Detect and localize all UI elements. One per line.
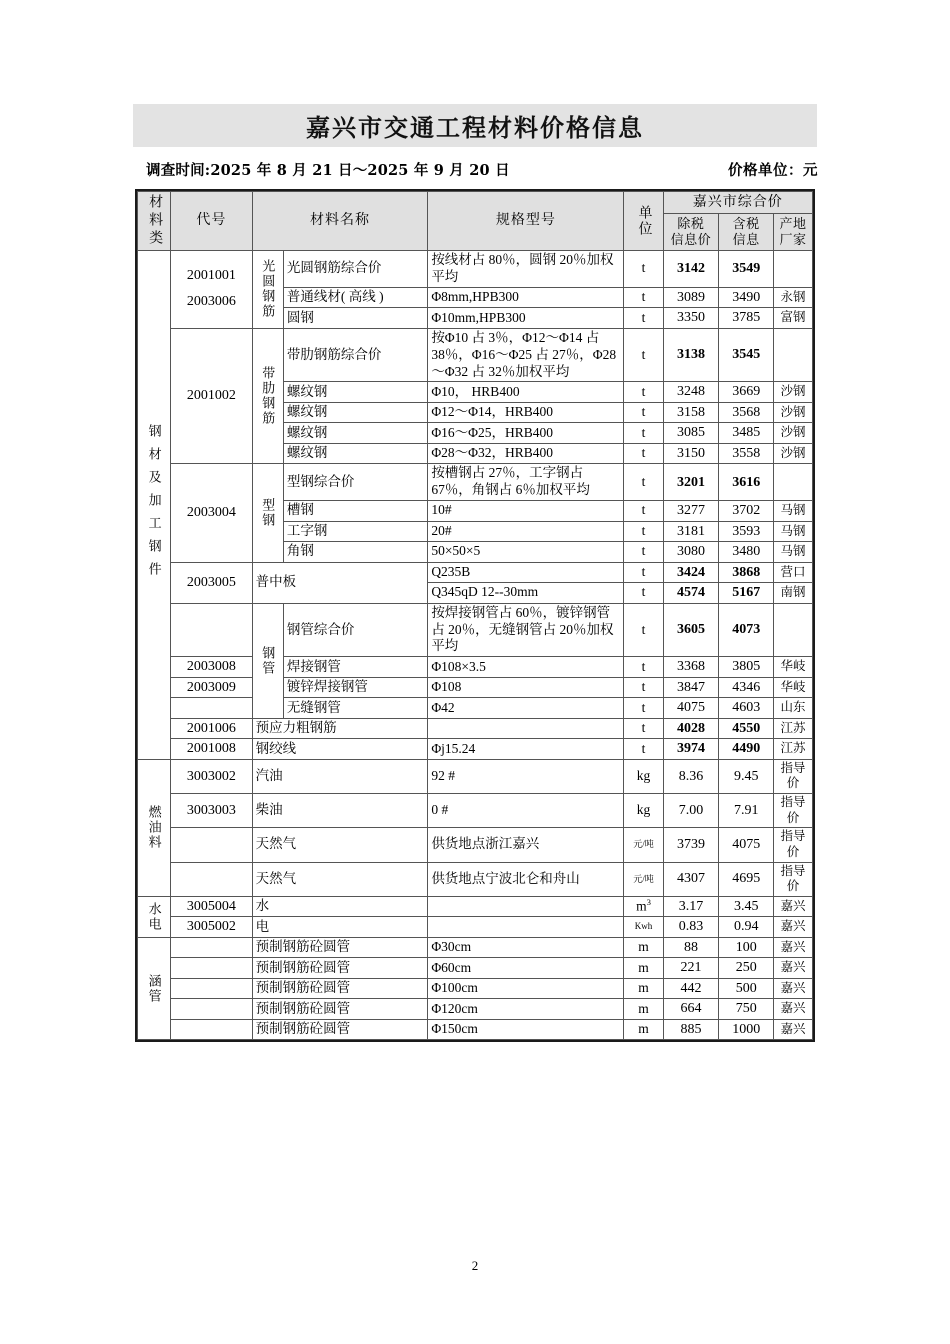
material-name: 焊接钢管 xyxy=(283,657,427,678)
material-spec xyxy=(428,917,624,938)
table-row xyxy=(138,251,813,288)
page-title: 嘉兴市交通工程材料价格信息 xyxy=(306,113,644,142)
code-cell xyxy=(171,958,252,979)
material-name: 预制钢筋砼圆管 xyxy=(252,1019,428,1040)
material-unit: t xyxy=(624,698,663,719)
origin-factory: 富钢 xyxy=(774,308,813,329)
material-unit: t xyxy=(624,657,663,678)
price-unit-label: 价格单位：元 xyxy=(728,162,818,179)
origin-factory: 嘉兴 xyxy=(774,978,813,999)
material-name: 预制钢筋砼圆管 xyxy=(252,937,428,958)
code-cell xyxy=(171,937,252,958)
price-in-tax: 4695 xyxy=(719,862,774,896)
material-spec: 供货地点宁波北仑和舟山 xyxy=(428,862,624,896)
material-unit: 元/吨 xyxy=(624,828,663,862)
material-unit: t xyxy=(624,562,663,583)
price-in-tax: 0.94 xyxy=(719,917,774,938)
code-cell: 2003005 xyxy=(171,562,252,603)
origin-factory: 指导价 xyxy=(774,828,813,862)
material-name: 螺纹钢 xyxy=(283,402,427,423)
code-cell: 2001008 xyxy=(171,739,252,760)
price-in-tax: 3.45 xyxy=(719,896,774,917)
origin-factory: 嘉兴 xyxy=(774,958,813,979)
price-in-tax: 500 xyxy=(719,978,774,999)
origin-factory: 马钢 xyxy=(774,521,813,542)
table-row xyxy=(138,917,813,938)
price-in-tax: 3593 xyxy=(719,521,774,542)
price-ex-tax: 3847 xyxy=(663,677,719,698)
group-cell-ribbed-bar: 带肋钢筋 xyxy=(252,328,283,464)
price-in-tax: 3485 xyxy=(719,423,774,444)
material-unit: t xyxy=(624,464,663,501)
code-cell: 2001006 xyxy=(171,718,252,739)
col-header-origin: 产地 厂家 xyxy=(774,213,813,250)
code-cell xyxy=(171,828,252,862)
price-ex-tax: 664 xyxy=(663,999,719,1020)
material-spec: 按线材占 80％，圆钢 20％加权平均 xyxy=(428,251,624,288)
material-spec: Φ60cm xyxy=(428,958,624,979)
material-spec: 按焊接钢管占 60％，镀锌钢管占 20％，无缝钢管占 20％加权平均 xyxy=(428,603,624,657)
price-ex-tax: 3974 xyxy=(663,739,719,760)
table-row xyxy=(138,677,813,698)
material-name: 螺纹钢 xyxy=(283,423,427,444)
material-unit: t xyxy=(624,603,663,657)
material-unit: t xyxy=(624,521,663,542)
material-spec: Φ100cm xyxy=(428,978,624,999)
code-cell xyxy=(171,999,252,1020)
material-spec: Φ108 xyxy=(428,677,624,698)
survey-period-label: 调查时间:2025 年 8 月 21 日～2025 年 9 月 20 日 xyxy=(146,162,510,179)
material-spec xyxy=(428,896,624,917)
price-in-tax: 3868 xyxy=(719,562,774,583)
price-ex-tax: 885 xyxy=(663,1019,719,1040)
origin-factory: 指导价 xyxy=(774,794,813,828)
material-name: 天然气 xyxy=(252,828,428,862)
material-unit: m xyxy=(624,958,663,979)
col-header-spec: 规格型号 xyxy=(428,192,624,251)
table-row xyxy=(138,896,813,917)
table-row xyxy=(138,958,813,979)
table-row xyxy=(138,759,813,793)
material-unit: t xyxy=(624,501,663,522)
table-row xyxy=(138,657,813,678)
material-name: 电 xyxy=(252,917,428,938)
origin-factory: 沙钢 xyxy=(774,443,813,464)
origin-factory: 华岐 xyxy=(774,677,813,698)
price-ex-tax: 0.83 xyxy=(663,917,719,938)
group-cell-round-bar: 光圆钢筋 xyxy=(252,251,283,329)
material-unit: t xyxy=(624,739,663,760)
col-header-group-price: 嘉兴市综合价 xyxy=(663,192,812,214)
origin-factory: 沙钢 xyxy=(774,423,813,444)
group-cell-section-steel: 型钢 xyxy=(252,464,283,562)
code-cell: 3003002 xyxy=(171,759,252,793)
price-in-tax: 7.91 xyxy=(719,794,774,828)
material-name: 柴油 xyxy=(252,794,428,828)
material-unit: kg xyxy=(624,759,663,793)
material-unit: t xyxy=(624,251,663,288)
origin-factory: 嘉兴 xyxy=(774,917,813,938)
material-name: 圆钢 xyxy=(283,308,427,329)
table-header xyxy=(138,192,813,251)
col-header-unit: 单位 xyxy=(624,192,663,251)
page-number: 2 xyxy=(471,1258,479,1273)
code-cell: 2003009 xyxy=(171,677,252,698)
price-ex-tax: 3085 xyxy=(663,423,719,444)
material-unit: t xyxy=(624,287,663,308)
price-ex-tax: 4574 xyxy=(663,583,719,604)
price-in-tax: 3558 xyxy=(719,443,774,464)
table-row xyxy=(138,828,813,862)
price-in-tax: 750 xyxy=(719,999,774,1020)
material-name: 钢绞线 xyxy=(252,739,428,760)
price-in-tax: 4603 xyxy=(719,698,774,719)
material-unit: t xyxy=(624,308,663,329)
col-header-price-in-tax: 含税 信息 xyxy=(719,213,774,250)
price-in-tax: 4346 xyxy=(719,677,774,698)
price-ex-tax: 3350 xyxy=(663,308,719,329)
table-row xyxy=(138,937,813,958)
category-cell-culvert: 涵管 xyxy=(138,937,171,1040)
material-spec: 10# xyxy=(428,501,624,522)
origin-factory: 营口 xyxy=(774,562,813,583)
origin-factory: 江苏 xyxy=(774,739,813,760)
material-name: 预制钢筋砼圆管 xyxy=(252,958,428,979)
price-in-tax: 9.45 xyxy=(719,759,774,793)
price-in-tax: 1000 xyxy=(719,1019,774,1040)
price-ex-tax: 3424 xyxy=(663,562,719,583)
origin-factory: 南钢 xyxy=(774,583,813,604)
col-header-name: 材料名称 xyxy=(252,192,428,251)
material-unit: t xyxy=(624,677,663,698)
col-header-price-ex-tax: 除税 信息价 xyxy=(663,213,719,250)
material-name: 汽油 xyxy=(252,759,428,793)
price-ex-tax: 3158 xyxy=(663,402,719,423)
table-row xyxy=(138,328,813,382)
material-spec: Φ150cm xyxy=(428,1019,624,1040)
code-cell: 3005004 xyxy=(171,896,252,917)
price-ex-tax: 3739 xyxy=(663,828,719,862)
origin-factory: 沙钢 xyxy=(774,402,813,423)
col-header-code: 代号 xyxy=(171,192,252,251)
origin-factory: 永钢 xyxy=(774,287,813,308)
price-ex-tax: 8.36 xyxy=(663,759,719,793)
material-spec: Φj15.24 xyxy=(428,739,624,760)
price-in-tax: 4073 xyxy=(719,603,774,657)
price-ex-tax: 88 xyxy=(663,937,719,958)
price-ex-tax: 3142 xyxy=(663,251,719,288)
price-ex-tax: 4307 xyxy=(663,862,719,896)
material-unit: m xyxy=(624,978,663,999)
material-unit: t xyxy=(624,402,663,423)
origin-factory: 嘉兴 xyxy=(774,896,813,917)
material-name: 预制钢筋砼圆管 xyxy=(252,999,428,1020)
price-ex-tax: 3248 xyxy=(663,382,719,403)
material-spec: 按Φ10 占 3％，Φ12～Φ14 占 38％，Φ16～Φ25 占 27％，Φ28～Φ32 占 32％加权平均 xyxy=(428,328,624,382)
material-unit: m xyxy=(624,999,663,1020)
material-spec: Φ120cm xyxy=(428,999,624,1020)
material-spec: Φ42 xyxy=(428,698,624,719)
material-name: 镀锌焊接钢管 xyxy=(283,677,427,698)
price-in-tax: 3785 xyxy=(719,308,774,329)
code-cell xyxy=(171,603,252,657)
table-row xyxy=(138,562,813,583)
price-ex-tax: 3.17 xyxy=(663,896,719,917)
price-in-tax: 4490 xyxy=(719,739,774,760)
price-in-tax: 3669 xyxy=(719,382,774,403)
material-name: 天然气 xyxy=(252,862,428,896)
price-ex-tax: 3089 xyxy=(663,287,719,308)
price-ex-tax: 442 xyxy=(663,978,719,999)
category-cell-steel: 钢材及加工钢件 xyxy=(138,251,171,760)
price-ex-tax: 3277 xyxy=(663,501,719,522)
material-spec: 0 # xyxy=(428,794,624,828)
price-in-tax: 3480 xyxy=(719,542,774,563)
code-cell: 2003004 xyxy=(171,464,252,562)
material-spec: Φ16～Φ25，HRB400 xyxy=(428,423,624,444)
table-row xyxy=(138,794,813,828)
table-row xyxy=(138,999,813,1020)
material-name: 带肋钢筋综合价 xyxy=(283,328,427,382)
material-name: 普通线材( 高线 ) xyxy=(283,287,427,308)
table-row xyxy=(138,978,813,999)
material-spec: Φ30cm xyxy=(428,937,624,958)
code-cell xyxy=(171,978,252,999)
code-cell: 3005002 xyxy=(171,917,252,938)
material-name: 钢管综合价 xyxy=(283,603,427,657)
table-row xyxy=(138,464,813,501)
table-row xyxy=(138,603,813,657)
material-name: 光圆钢筋综合价 xyxy=(283,251,427,288)
material-spec: Φ8mm,HPB300 xyxy=(428,287,624,308)
origin-factory: 华岐 xyxy=(774,657,813,678)
code-cell xyxy=(171,698,252,719)
material-spec: Q235B xyxy=(428,562,624,583)
material-spec: Φ10mm,HPB300 xyxy=(428,308,624,329)
table-row xyxy=(138,739,813,760)
origin-factory: 马钢 xyxy=(774,542,813,563)
material-unit: t xyxy=(624,443,663,464)
origin-factory xyxy=(774,464,813,501)
material-unit: t xyxy=(624,718,663,739)
material-name: 预制钢筋砼圆管 xyxy=(252,978,428,999)
material-unit: kg xyxy=(624,794,663,828)
origin-factory xyxy=(774,603,813,657)
material-unit: m xyxy=(624,937,663,958)
price-in-tax: 100 xyxy=(719,937,774,958)
col-header-category: 材料类 xyxy=(138,192,171,251)
price-ex-tax: 3605 xyxy=(663,603,719,657)
material-spec xyxy=(428,718,624,739)
price-ex-tax: 221 xyxy=(663,958,719,979)
origin-factory: 沙钢 xyxy=(774,382,813,403)
material-name: 螺纹钢 xyxy=(283,382,427,403)
material-spec: 供货地点浙江嘉兴 xyxy=(428,828,624,862)
price-table-frame xyxy=(135,189,815,1042)
price-in-tax: 3490 xyxy=(719,287,774,308)
material-unit: t xyxy=(624,328,663,382)
origin-factory: 山东 xyxy=(774,698,813,719)
price-in-tax: 5167 xyxy=(719,583,774,604)
price-ex-tax: 4075 xyxy=(663,698,719,719)
material-unit: t xyxy=(624,382,663,403)
material-name: 预应力粗钢筋 xyxy=(252,718,428,739)
price-in-tax: 4550 xyxy=(719,718,774,739)
price-in-tax: 4075 xyxy=(719,828,774,862)
table-row xyxy=(138,1019,813,1040)
price-in-tax: 3702 xyxy=(719,501,774,522)
code-cell: 2003008 xyxy=(171,657,252,678)
material-spec: Φ108×3.5 xyxy=(428,657,624,678)
price-ex-tax: 7.00 xyxy=(663,794,719,828)
category-cell-fuel: 燃油料 xyxy=(138,759,171,896)
material-spec: Φ28～Φ32，HRB400 xyxy=(428,443,624,464)
price-ex-tax: 3368 xyxy=(663,657,719,678)
origin-factory: 马钢 xyxy=(774,501,813,522)
material-unit: 元/吨 xyxy=(624,862,663,896)
origin-factory: 嘉兴 xyxy=(774,1019,813,1040)
table-row xyxy=(138,718,813,739)
material-spec: 92 # xyxy=(428,759,624,793)
category-cell-water-power: 水电 xyxy=(138,896,171,937)
price-in-tax: 3568 xyxy=(719,402,774,423)
material-spec: Φ10， HRB400 xyxy=(428,382,624,403)
material-name: 螺纹钢 xyxy=(283,443,427,464)
material-name: 型钢综合价 xyxy=(283,464,427,501)
meta-row xyxy=(146,159,818,180)
material-name: 无缝钢管 xyxy=(283,698,427,719)
origin-factory: 指导价 xyxy=(774,759,813,793)
price-ex-tax: 3181 xyxy=(663,521,719,542)
origin-factory: 嘉兴 xyxy=(774,937,813,958)
origin-factory xyxy=(774,251,813,288)
origin-factory: 指导价 xyxy=(774,862,813,896)
material-spec: Q345qD 12--30mm xyxy=(428,583,624,604)
material-name: 工字钢 xyxy=(283,521,427,542)
material-spec: 50×50×5 xyxy=(428,542,624,563)
document-title-band xyxy=(133,104,817,147)
origin-factory: 江苏 xyxy=(774,718,813,739)
material-unit: $m^3$ xyxy=(624,896,663,917)
material-price-table xyxy=(137,191,813,1040)
material-name: 水 xyxy=(252,896,428,917)
price-in-tax: 250 xyxy=(719,958,774,979)
code-cell: 2001001 2003006 xyxy=(171,251,252,329)
table-row xyxy=(138,862,813,896)
material-name: 槽钢 xyxy=(283,501,427,522)
price-ex-tax: 3080 xyxy=(663,542,719,563)
material-spec: 按槽钢占 27％，工字钢占 67％，角钢占 6％加权平均 xyxy=(428,464,624,501)
price-in-tax: 3616 xyxy=(719,464,774,501)
material-unit: t xyxy=(624,542,663,563)
price-in-tax: 3549 xyxy=(719,251,774,288)
group-cell-steel-pipe: 钢管 xyxy=(252,603,283,718)
price-in-tax: 3805 xyxy=(719,657,774,678)
material-unit: t xyxy=(624,583,663,604)
material-unit: m xyxy=(624,1019,663,1040)
material-unit: t xyxy=(624,423,663,444)
material-name: 普中板 xyxy=(252,562,428,603)
material-spec: Φ12～Φ14，HRB400 xyxy=(428,402,624,423)
material-spec: 20# xyxy=(428,521,624,542)
code-cell xyxy=(171,1019,252,1040)
material-name: 角钢 xyxy=(283,542,427,563)
table-row xyxy=(138,698,813,719)
price-ex-tax: 3150 xyxy=(663,443,719,464)
price-ex-tax: 3138 xyxy=(663,328,719,382)
table-body xyxy=(138,251,813,1040)
code-cell: 3003003 xyxy=(171,794,252,828)
material-unit: Kwh xyxy=(624,917,663,938)
origin-factory xyxy=(774,328,813,382)
price-in-tax: 3545 xyxy=(719,328,774,382)
price-ex-tax: 4028 xyxy=(663,718,719,739)
origin-factory: 嘉兴 xyxy=(774,999,813,1020)
code-cell: 2001002 xyxy=(171,328,252,464)
price-ex-tax: 3201 xyxy=(663,464,719,501)
code-cell xyxy=(171,862,252,896)
